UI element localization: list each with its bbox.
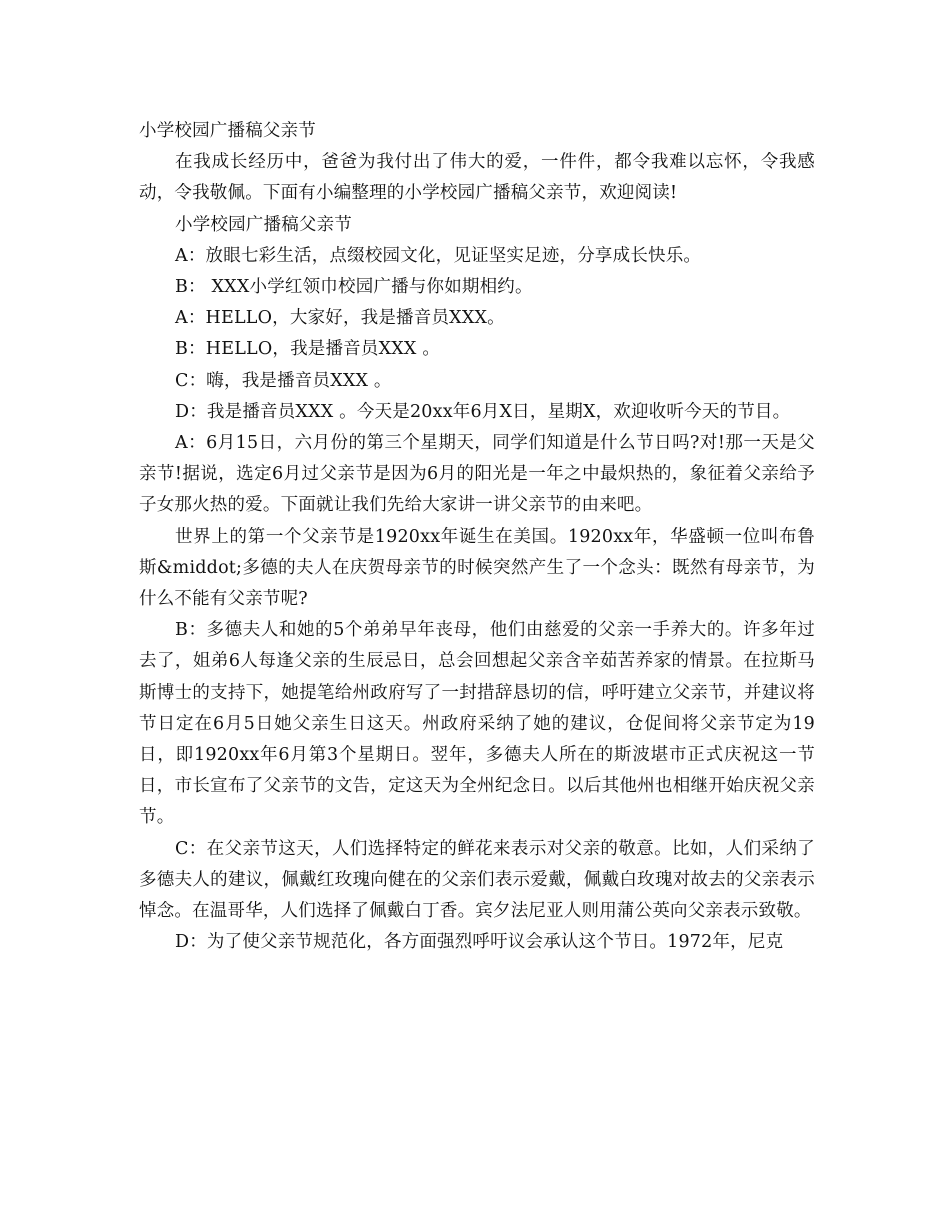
script-line-d-date: D：我是播音员XXX 。今天是20xx年6月X日，星期X，欢迎收听今天的节目。 — [175, 401, 791, 422]
script-line-a-opening: A：放眼七彩生活，点缀校园文化，见证坚实足迹，分享成长快乐。 — [175, 245, 702, 266]
script-line-b-hello: B：HELLO，我是播音员XXX 。 — [175, 339, 441, 360]
script-paragraph-d-congress: D：为了使父亲节规范化，各方面强烈呼吁议会承认这个节日。1972年，尼克 — [175, 932, 784, 953]
script-line-b-opening: B： XXX小学红领巾校园广播与你如期相约。 — [175, 277, 533, 298]
script-line-a-hello: A：HELLO，大家好，我是播音员XXX。 — [175, 308, 505, 329]
script-paragraph-c-flowers: C：在父亲节这天，人们选择特定的鲜花来表示对父亲的敬意。比如，人们采纳了多德夫人的建议，佩戴红玫瑰向健在的父亲们表示爱戴，佩戴白玫瑰对故去的父亲表示悼念。在温哥华，人们选择了佩戴白丁香。宾夕法尼亚人则用蒲公英向父亲表示致敬。 — [139, 838, 815, 922]
history-paragraph: 世界上的第一个父亲节是1920xx年诞生在美国。1920xx年，华盛顿一位叫布鲁斯&middot;多德的夫人在庆贺母亲节的时候突然产生了一个念头：既然有母亲节，为什么不能有父亲节呢? — [139, 526, 815, 610]
document-body — [139, 116, 815, 958]
document-title: 小学校园广播稿父亲节 — [139, 121, 316, 141]
intro-paragraph: 在我成长经历中，爸爸为我付出了伟大的爱，一件件，都令我难以忘怀，令我感动，令我敬佩。下面有小编整理的小学校园广播稿父亲节，欢迎阅读! — [139, 152, 815, 204]
script-paragraph-a-fathers-day: A：6月15日，六月份的第三个星期天，同学们知道是什么节日吗?对!那一天是父亲节!据说，选定6月过父亲节是因为6月的阳光是一年之中最炽热的，象征着父亲给予子女那火热的爱。下面就让我们先给大家讲一讲父亲节的由来吧。 — [139, 433, 815, 516]
script-paragraph-b-dodd: B：多德夫人和她的5个弟弟早年丧母，他们由慈爱的父亲一手养大的。许多年过去了，姐弟6人每逢父亲的生辰忌日，总会回想起父亲含辛茹苦养家的情景。在拉斯马斯博士的支持下，她提笔给州政府写了一封措辞恳切的信，呼吁建立父亲节，并建议将节日定在6月5日她父亲生日这天。州政府采纳了她的建议，仓促间将父亲节定为19日，即1920xx年6月第3个星期日。翌年，多德夫人所在的斯波堪市正式庆祝这一节日，市长宣布了父亲节的文告，定这天为全州纪念日。以后其他州也相继开始庆祝父亲节。 — [139, 620, 815, 828]
section-subtitle: 小学校园广播稿父亲节 — [175, 214, 352, 235]
script-line-c-hello: C：嗨，我是播音员XXX 。 — [175, 370, 392, 391]
